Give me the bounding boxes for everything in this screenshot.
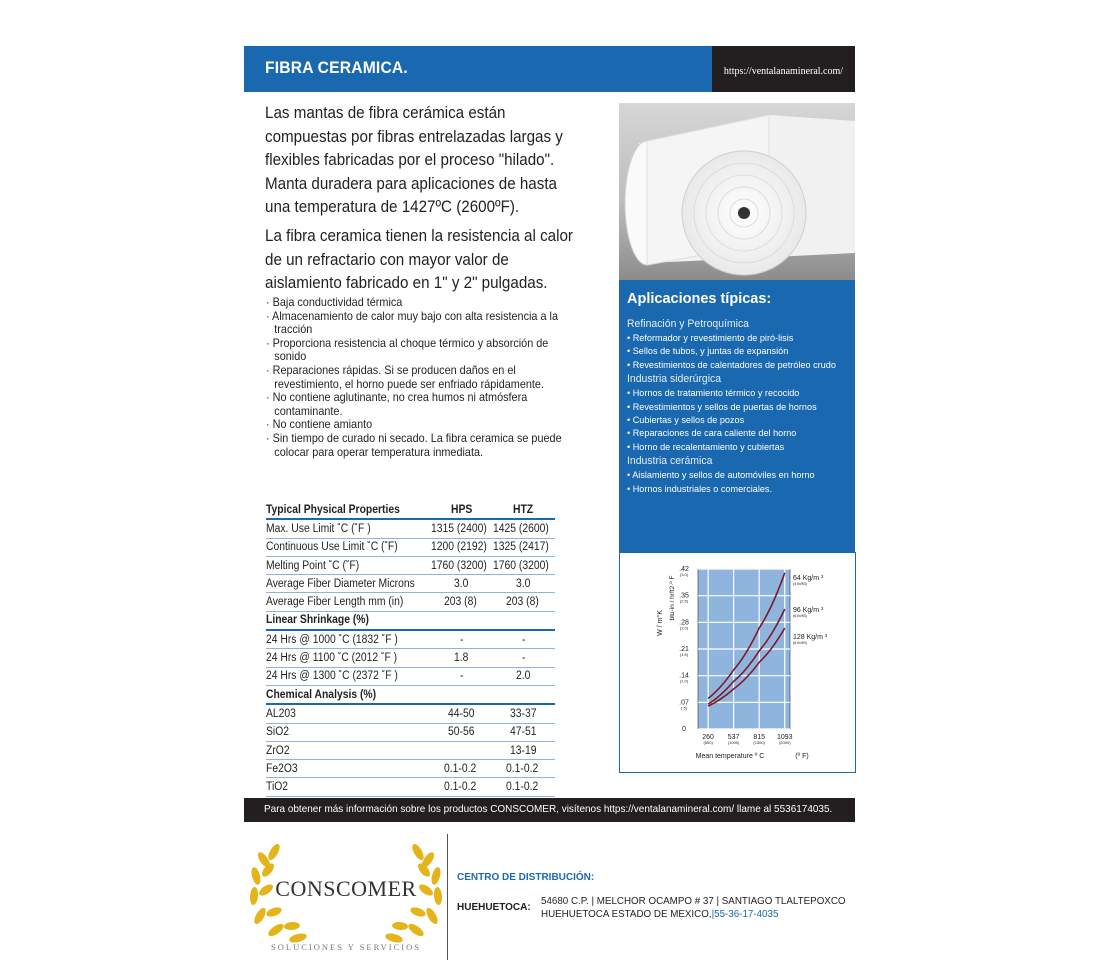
chart-svg bbox=[620, 553, 855, 772]
y-tick-label: .28 bbox=[679, 619, 689, 627]
table-cell: - bbox=[522, 633, 526, 646]
distribution-city: HUEHUETOCA: bbox=[457, 902, 531, 913]
table-cell: 0.1-0.2 bbox=[506, 762, 539, 775]
table-row bbox=[266, 630, 555, 649]
phone-number[interactable]: |55-36-17-4035 bbox=[711, 909, 779, 920]
table-row bbox=[266, 760, 555, 778]
application-item: • Revestimientos de calentadores de petróleo crudo bbox=[627, 359, 836, 371]
conscomer-logo bbox=[246, 838, 446, 960]
table-row bbox=[266, 704, 555, 723]
table-row bbox=[266, 519, 555, 538]
y-tick-sub: (3.0) bbox=[679, 572, 689, 577]
application-item: • Aislamiento y sellos de automóviles en horno bbox=[627, 470, 815, 482]
feature-bullet: · Proporciona resistencia al choque térmico y absorción de sonido bbox=[266, 335, 549, 364]
application-category: Refinación y Petroquímica bbox=[627, 318, 749, 330]
series-sub-label: (6 lb/ft3) bbox=[793, 614, 807, 618]
applications-list bbox=[627, 317, 838, 496]
logo-tagline: SOLUCIONES Y SERVICIOS bbox=[271, 942, 421, 952]
table-cell: Continuous Use Limit ˚C (˚F) bbox=[266, 541, 398, 554]
table-cell: 50-56 bbox=[447, 726, 475, 739]
series-label: 128 Kg/m ³ bbox=[793, 634, 828, 641]
table-header-cell: HPS bbox=[450, 503, 472, 516]
x-axis-label: Mean temperature º C bbox=[695, 753, 765, 760]
application-item: • Hornos de tratamiento térmico y recocido bbox=[627, 388, 800, 400]
intro-paragraph-1: Las mantas de fibra cerámica están compuestas por fibras entrelazadas largas y flexibles fabricadas por el proceso "hilado". Manta duradera para aplicaciones de hasta una temperatura de 1427ºC (2600ºF). bbox=[265, 104, 563, 216]
table-section-row bbox=[266, 685, 555, 704]
header-url-link[interactable]: https://ventalanamineral.com/ bbox=[723, 66, 844, 77]
feature-bullet: · Baja conductividad térmica bbox=[266, 295, 403, 309]
application-item: • Cubiertas y sellos de pozos bbox=[627, 415, 745, 427]
y-tick-sub: (.5) bbox=[681, 705, 687, 711]
table-cell: Chemical Analysis (%) bbox=[266, 688, 377, 701]
table-row bbox=[266, 575, 555, 593]
table-cell: 1200 (2192) bbox=[431, 541, 488, 554]
table-cell: 1.8 bbox=[454, 652, 469, 665]
application-item: • Sellos de tubos, y juntas de expansión bbox=[627, 346, 789, 358]
y-tick-sub: (1.5) bbox=[679, 652, 689, 657]
y-axis-label: W / m°K bbox=[657, 610, 664, 636]
table-cell: 1425 (2600) bbox=[493, 522, 550, 535]
table-cell: 47-51 bbox=[509, 726, 537, 739]
x-tick-sub: (2000) bbox=[778, 740, 791, 745]
product-photo bbox=[619, 103, 855, 280]
y-tick-label: .21 bbox=[679, 646, 689, 653]
table-cell: 0.1-0.2 bbox=[444, 781, 477, 794]
table-cell: 3.0 bbox=[516, 577, 531, 590]
table-cell: AL203 bbox=[266, 707, 296, 720]
table-cell: 33-37 bbox=[509, 707, 537, 720]
table-cell: 13-19 bbox=[509, 744, 537, 757]
table-cell: Max. Use Limit ˚C (˚F ) bbox=[266, 522, 371, 535]
y-tick-sub: (2.5) bbox=[679, 598, 689, 604]
x-tick-label: 260 bbox=[702, 734, 714, 741]
table-header-cell: Typical Physical Properties bbox=[266, 503, 400, 516]
feature-bullet: · Reparaciones rápidas. Si se producen daños en el revestimiento, el horno puede ser enfriado rápidamente. bbox=[266, 362, 544, 391]
table-cell: ZrO2 bbox=[266, 744, 290, 757]
x-tick-sub: (1500) bbox=[753, 740, 765, 745]
x-tick-sub: (500) bbox=[703, 740, 713, 745]
table-cell: 1315 (2400) bbox=[431, 522, 488, 535]
x-tick-label: 1093 bbox=[776, 734, 793, 741]
table-cell: 24 Hrs @ 1000 ˚C (1832 ˚F ) bbox=[266, 633, 398, 646]
table-cell: 203 (8) bbox=[506, 596, 539, 609]
table-header-cell: HTZ bbox=[513, 503, 534, 516]
footer-info: Para obtener más información sobre los productos CONSCOMER, visítenos https://ventalanamineral.com/ llame al 5536174035. bbox=[264, 803, 833, 815]
table-cell: 2.0 bbox=[516, 670, 531, 683]
table-cell: - bbox=[460, 633, 464, 646]
x-tick-label: 815 bbox=[753, 734, 766, 741]
table-row bbox=[266, 538, 555, 556]
table-row bbox=[266, 649, 555, 667]
table-row bbox=[266, 723, 555, 741]
table-cell: 24 Hrs @ 1100 ˚C (2012 ˚F ) bbox=[266, 652, 398, 665]
y-tick-label: .07 bbox=[679, 699, 689, 707]
series-sub-label: (4 lb/ft3) bbox=[793, 582, 807, 586]
table-row bbox=[266, 593, 555, 611]
x-tick-sub: (1000) bbox=[727, 740, 740, 745]
applications-title: Aplicaciones típicas: bbox=[627, 291, 772, 307]
table-cell: 0.1-0.2 bbox=[444, 762, 477, 775]
table-cell: 3.0 bbox=[454, 577, 469, 590]
series-label: 64 Kg/m ³ bbox=[793, 575, 824, 582]
table-cell: Average Fiber Diameter Microns bbox=[266, 577, 415, 590]
blanket-rolls-image bbox=[619, 103, 855, 280]
footer-divider bbox=[447, 834, 448, 960]
address-line-1: 54680 C.P. | MELCHOR OCAMPO # 37 | SANTIAGO TLALTEPOXCO bbox=[541, 896, 846, 907]
table-header-row bbox=[266, 501, 555, 519]
thermal-conductivity-chart bbox=[619, 552, 856, 773]
application-item: • Revestimientos y sellos de puertas de hornos bbox=[627, 401, 817, 413]
page-title: FIBRA CERAMICA. bbox=[265, 58, 408, 77]
table-cell: Linear Shrinkage (%) bbox=[266, 614, 369, 627]
application-category: Industria siderúrgica bbox=[627, 373, 722, 386]
table-row bbox=[266, 778, 555, 796]
feature-bullet: · No contiene aglutinante, no crea humos ni atmósfera contaminante. bbox=[266, 390, 528, 418]
logo-name: CONSCOMER bbox=[275, 876, 417, 901]
table-cell: 1325 (2417) bbox=[493, 541, 550, 554]
x-axis-unit: (º F) bbox=[795, 753, 809, 760]
properties-table bbox=[266, 501, 555, 797]
table-cell: Melting Point ˚C (˚F) bbox=[266, 559, 360, 572]
table-row bbox=[266, 556, 555, 574]
y-tick-label: .14 bbox=[679, 672, 689, 680]
application-item: • Reformador y revestimiento de piró-lisis bbox=[627, 333, 794, 344]
y-tick-label: .42 bbox=[679, 566, 689, 573]
series-label: 96 Kg/m ³ bbox=[793, 607, 824, 614]
y-tick-label: 0 bbox=[682, 726, 686, 733]
table-cell: Fe2O3 bbox=[266, 762, 298, 775]
feature-bullet: · Sin tiempo de curado ni secado. La fibra ceramica se puede colocar para operar temperatura inmediata. bbox=[266, 430, 562, 459]
table-row bbox=[266, 741, 555, 759]
table-cell: - bbox=[460, 670, 464, 683]
feature-bullet: · Almacenamiento de calor muy bajo con alta resistencia a la tracción bbox=[266, 308, 558, 337]
application-category: Industria cerámica bbox=[627, 455, 713, 468]
feature-list bbox=[266, 296, 579, 459]
table-cell: 203 (8) bbox=[444, 596, 477, 609]
x-tick-label: 537 bbox=[727, 734, 740, 741]
y-tick-sub: (1.0) bbox=[679, 678, 689, 684]
feature-bullet: · No contiene amianto bbox=[266, 417, 373, 432]
table-cell: SiO2 bbox=[266, 726, 290, 739]
table-cell: 24 Hrs @ 1300 ˚C (2372 ˚F ) bbox=[266, 670, 398, 683]
y-tick-label: .35 bbox=[679, 592, 689, 600]
address-line-2: HUEHUETOCA ESTADO DE MEXICO, bbox=[541, 909, 712, 920]
series-sub-label: (8 lb/ft3) bbox=[793, 641, 807, 645]
application-item: • Hornos industriales o comerciales. bbox=[627, 483, 773, 495]
y-axis-alt-label: btu-in / hrft2·º F bbox=[669, 575, 676, 621]
table-cell: Average Fiber Length mm (in) bbox=[266, 596, 404, 609]
intro-paragraph-2: La fibra ceramica tienen la resistencia al calor de un refractario con mayor valor de aislamiento fabricado en 1" y 2" pulgadas. bbox=[265, 227, 573, 292]
distribution-address bbox=[541, 895, 846, 921]
application-item: • Horno de recalentamiento y cubiertas bbox=[627, 441, 785, 453]
table-cell: TiO2 bbox=[266, 781, 289, 794]
table-cell: 44-50 bbox=[447, 707, 475, 720]
table-row bbox=[266, 667, 555, 685]
distribution-label: CENTRO DE DISTRIBUCIÓN: bbox=[457, 872, 595, 883]
application-item: • Reparaciones de cara caliente del horno bbox=[627, 428, 797, 440]
table-section-row bbox=[266, 611, 555, 630]
table-cell: - bbox=[522, 652, 526, 665]
y-tick-sub: (2.0) bbox=[679, 625, 689, 631]
table-cell: 1760 (3200) bbox=[493, 559, 550, 572]
table-cell: 0.1-0.2 bbox=[506, 781, 539, 794]
table-cell: 1760 (3200) bbox=[431, 559, 488, 572]
